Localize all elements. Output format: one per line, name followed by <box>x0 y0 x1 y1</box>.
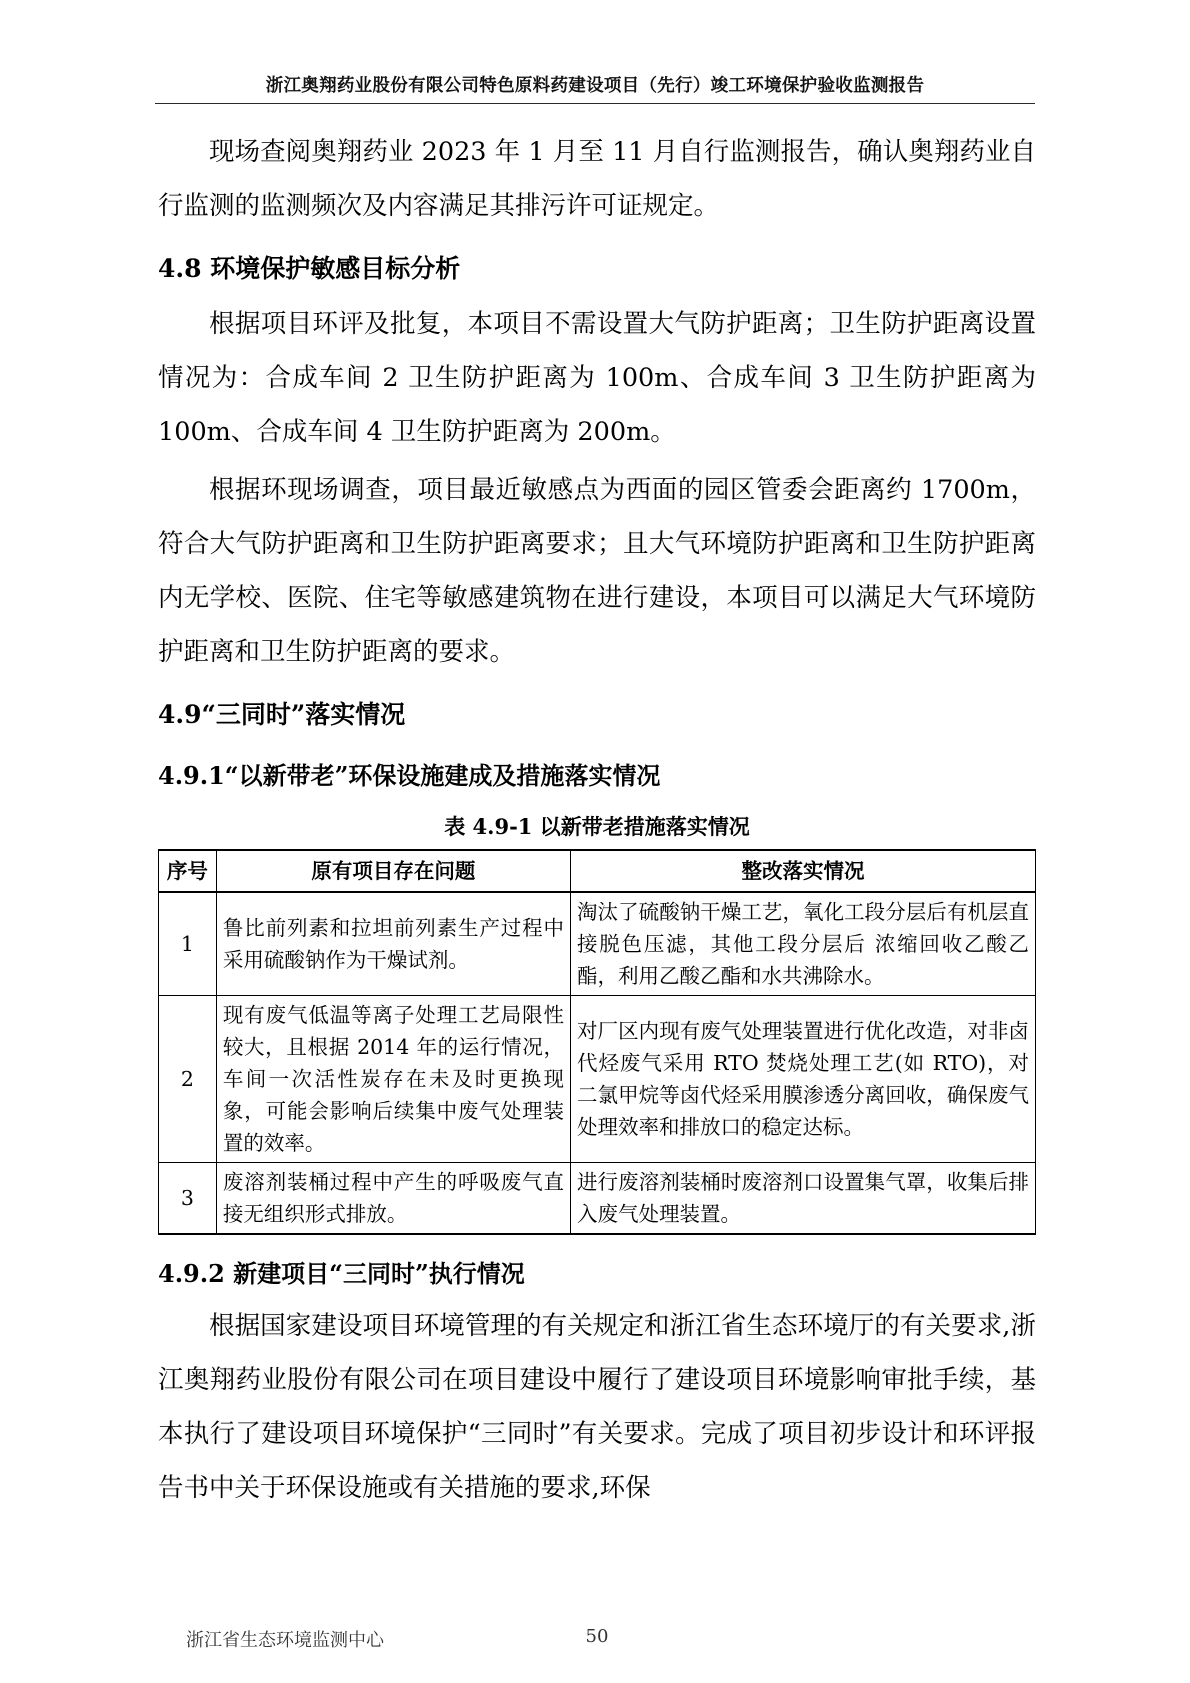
measures-table <box>158 849 1036 1235</box>
section-heading-4-8: 4.8 环境保护敏感目标分析 <box>158 254 461 283</box>
paragraph-three-simultaneities: 根据国家建设项目环境管理的有关规定和浙江省生态环境厅的有关要求,浙江奥翔药业股份有限公司在项目建设中履行了建设项目环境影响审批手续，基本执行了建设项目环境保护“三同时”有关要求。完成了项目初步设计和环评报告书中关于环保设施或有关措施的要求,环保 <box>158 1311 1036 1503</box>
paragraph-self-monitoring: 现场查阅奥翔药业 2023 年 1 月至 11 月自行监测报告，确认奥翔药业自行监测的监测频次及内容满足其排污许可证规定。 <box>158 137 1036 221</box>
row-index: 1 <box>159 892 217 996</box>
subsection-heading-4-9-2: 4.9.2 新建项目“三同时”执行情况 <box>158 1259 525 1288</box>
table-row <box>159 1163 1036 1235</box>
subsection-heading-4-9-1: 4.9.1“以新带老”环保设施建成及措施落实情况 <box>158 761 661 790</box>
footer-page-number: 50 <box>585 1626 609 1647</box>
row-rectification: 淘汰了硫酸钠干燥工艺，氧化工段分层后有机层直接脱色压滤，其他工段分层后 浓缩回收乙酸乙酯，利用乙酸乙酯和水共沸除水。 <box>571 892 1036 996</box>
row-problem: 废溶剂装桶过程中产生的呼吸废气直接无组织形式排放。 <box>216 1163 570 1235</box>
table-row <box>159 996 1036 1163</box>
header-divider <box>155 103 1035 104</box>
row-index: 2 <box>159 996 217 1163</box>
table-caption: 表 4.9-1 以新带老措施落实情况 <box>444 814 750 839</box>
section-heading-4-9: 4.9“三同时”落实情况 <box>158 700 406 729</box>
row-rectification: 进行废溶剂装桶时废溶剂口设置集气罩，收集后排入废气处理装置。 <box>571 1163 1036 1235</box>
table-row <box>159 892 1036 996</box>
paragraph-sensitive-points: 根据环现场调查，项目最近敏感点为西面的园区管委会距离约 1700m，符合大气防护距离和卫生防护距离要求；且大气环境防护距离和卫生防护距离内无学校、医院、住宅等敏感建筑物在进行建设，本项目可以满足大气环境防护距离和卫生防护距离的要求。 <box>158 475 1036 667</box>
table-header-row <box>159 850 1036 892</box>
row-index: 3 <box>159 1163 217 1235</box>
row-problem: 鲁比前列素和拉坦前列素生产过程中采用硫酸钠作为干燥试剂。 <box>216 892 570 996</box>
row-rectification: 对厂区内现有废气处理装置进行优化改造，对非卤代烃废气采用 RTO 焚烧处理工艺(如 RTO)，对二氯甲烷等卤代烃采用膜渗透分离回收，确保废气处理效率和排放口的稳定达标。 <box>571 996 1036 1163</box>
table-header-rectification: 整改落实情况 <box>571 850 1036 892</box>
row-problem: 现有废气低温等离子处理工艺局限性较大，且根据 2014 年的运行情况，车间一次活性炭存在未及时更换现象，可能会影响后续集中废气处理装置的效率。 <box>216 996 570 1163</box>
table-header-problem: 原有项目存在问题 <box>216 850 570 892</box>
page-content <box>158 125 1036 1519</box>
page-header: 浙江奥翔药业股份有限公司特色原料药建设项目（先行）竣工环境保护验收监测报告 <box>265 76 925 96</box>
paragraph-protection-distance: 根据项目环评及批复，本项目不需设置大气防护距离；卫生防护距离设置情况为：合成车间 2 卫生防护距离为 100m、合成车间 3 卫生防护距离为 100m、合成车间 4 卫生防护距离为 200m。 <box>158 309 1036 447</box>
footer-organization: 浙江省生态环境监测中心 <box>186 1630 384 1651</box>
table-header-index: 序号 <box>159 850 217 892</box>
